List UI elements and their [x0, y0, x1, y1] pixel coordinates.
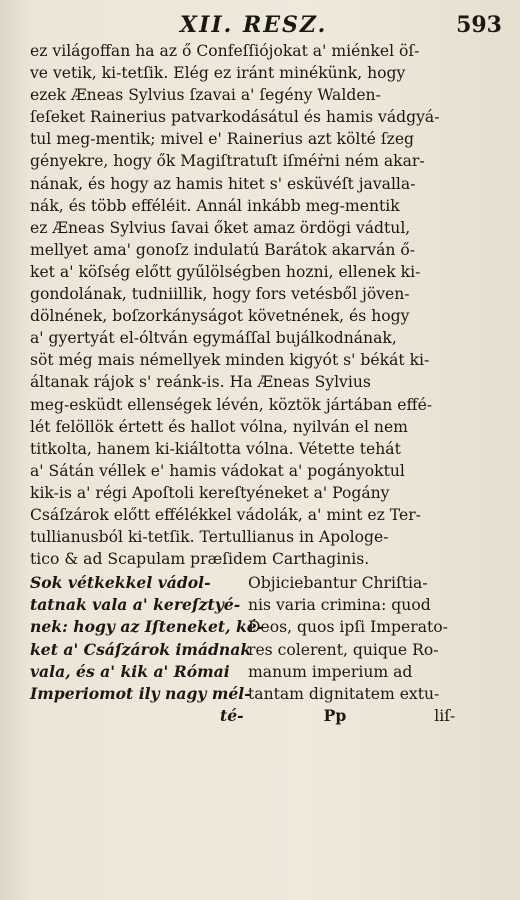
signature-mark: Pp — [323, 705, 347, 725]
text-line: áltanak rájok s' reánk-is. Ha Æneas Sylvius — [30, 373, 371, 392]
text-line: vala, és a' kik a' Római — [30, 661, 230, 681]
text-line: meg-esküdt ellenségek lévén, köztök jártában effé- — [30, 395, 433, 414]
text-line: a' Sátán véllek e' hamis vádokat a' pogányoktul — [30, 461, 405, 480]
text-line: ſeſeket Rainerius patvarkodásátul és hamis vádgyá- — [30, 108, 440, 127]
text-line: tatnak vala a' kereſztyé- — [30, 595, 241, 615]
text-line: tullianusból ki-tetſik. Tertullianus in Apologe- — [30, 528, 389, 547]
text-line: Imperiomot ily nagy mél- — [30, 683, 251, 703]
text-line: titkolta, hanem ki-kiáltotta vólna. Vétette tehát — [30, 439, 401, 458]
text-line: dölnének, boſzorkányságot követnének, és hogy — [30, 307, 410, 326]
running-header — [30, 12, 502, 40]
text-line: ez Æneas Sylvius ſavai őket amaz ördögi vádtul, — [30, 218, 411, 237]
text-line: ve vetik, ki-tetſik. Elég ez iránt minékünk, hogy — [30, 64, 406, 83]
text-line: Objiciebantur Chriſtia- — [248, 574, 428, 593]
text-line: lét felöllök értett és hallot vólna, nyilván el nem — [30, 417, 408, 436]
text-line: tul meg-mentik; mivel e' Rainerius azt költé ſzeg — [30, 130, 415, 149]
text-line: tico & ad Scapulam præſidem Carthaginis. — [30, 550, 370, 569]
text-line: res colerent, quique Ro- — [248, 640, 439, 659]
hungarian-column — [30, 572, 264, 705]
text-line: nának, és hogy az hamis hitet s' esküvéſt javalla- — [30, 174, 416, 193]
text-line: manum imperium ad — [248, 662, 413, 681]
text-line: nis varia crimina: quod — [248, 596, 431, 615]
text-line: gényekre, hogy ők Magiſtratuſt iſméṙni ném akar- — [30, 152, 425, 171]
text-line: ezek Æneas Sylvius ſzavai a' ſegény Walden- — [30, 86, 381, 105]
text-line: Deos, quos ipſi Imperato- — [248, 618, 448, 637]
text-line: ez világoffan ha az ő Confeſſiójokat a' miénkel öſ- — [30, 42, 420, 60]
text-line: a' gyertyát el-óltván egymáſſal bujálkodnának, — [30, 329, 397, 348]
text-line: Csáſzárok előtt effélékkel vádolák, a' mint ez Ter- — [30, 505, 421, 524]
text-line: kik-is a' régi Apoſtoli kereſtyéneket a' Pogány — [30, 483, 390, 502]
latin-column — [240, 572, 502, 705]
text-line: ket a' köſség előtt gyűlölségben hozni, ellenek ki- — [30, 262, 421, 281]
text-line: nák, és több efféléit. Annál inkább meg-mentik — [30, 196, 400, 215]
text-line: ket a' Csáſzárok imádnak — [30, 639, 252, 659]
text-line: Sok vétkekkel vádol- — [30, 573, 211, 593]
catchword-right: liſ- — [434, 706, 456, 725]
parallel-columns — [30, 572, 502, 705]
page-number: 593 — [456, 12, 502, 38]
catchword-left: té- — [220, 705, 244, 725]
page-footer — [30, 705, 502, 727]
chapter-heading: XII. RESZ. — [180, 12, 328, 38]
text-line: nek: hogy az Iſteneket, ké- — [30, 617, 264, 637]
text-line: gondolának, tudniillik, hogy fors vetésből jöven- — [30, 285, 410, 304]
main-text — [30, 40, 502, 570]
text-line: mellyet ama' gonoſz indulatú Barátok akarván ő- — [30, 240, 416, 259]
text-line: tantam dignitatem extu- — [248, 684, 440, 703]
text-line: söt még mais némellyek minden kigyót s' békát ki- — [30, 351, 430, 370]
